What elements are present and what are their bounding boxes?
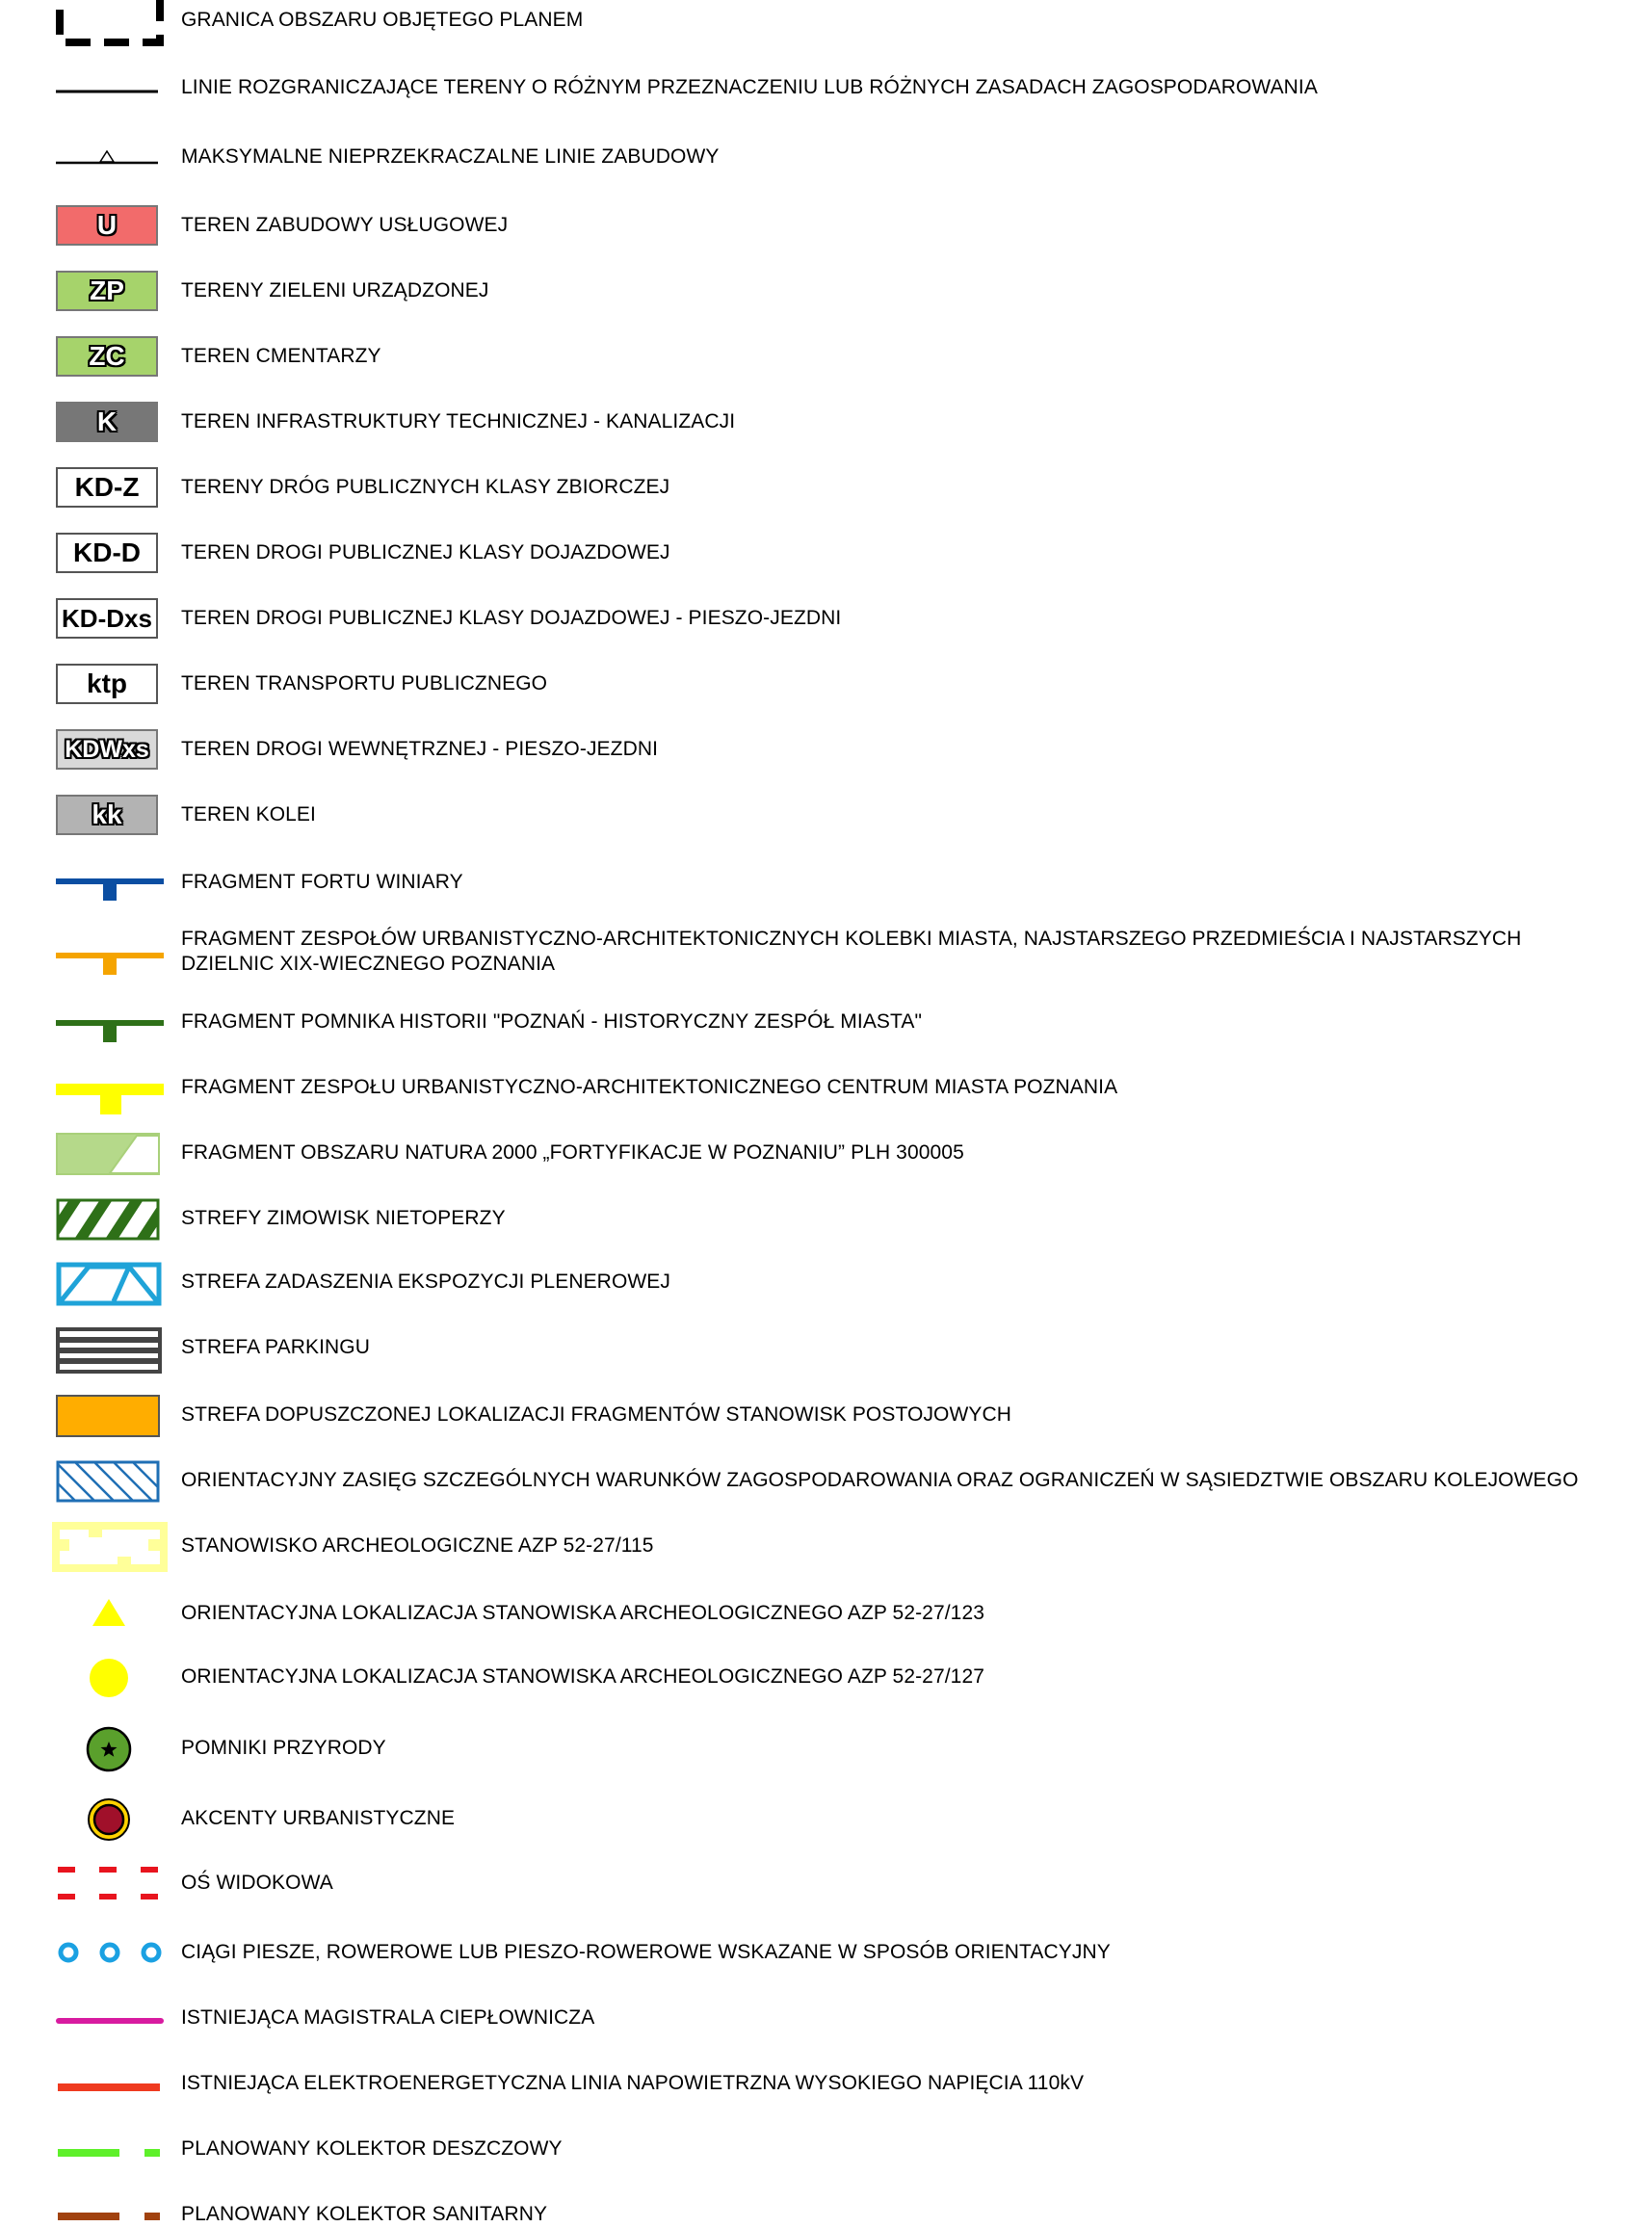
code-text: K xyxy=(96,406,118,436)
triangle-line-icon xyxy=(56,144,162,170)
green-dash-line-icon xyxy=(56,2146,164,2160)
red-line-icon xyxy=(56,2081,164,2094)
legend-label: PLANOWANY KOLEKTOR SANITARNY xyxy=(181,2203,548,2225)
legend-label: FRAGMENT ZESPOŁÓW URBANISTYCZNO-ARCHITEKTONICZNYCH KOLEBKI MIASTA, NAJSTARSZEGO PRZEDMIEŚCIA I NAJSTARSZYCH DZIELNIC XIX-WIECZNEGO POZNANIA xyxy=(181,928,1522,975)
legend-label: ORIENTACYJNY ZASIĘG SZCZEGÓLNYCH WARUNKÓW ZAGOSPODAROWANIA ORAZ OGRANICZEŃ W SĄSIEDZTWIE OBSZARU KOLEJOWEGO xyxy=(181,1469,1579,1491)
solid-line-icon xyxy=(56,87,162,96)
code-text: KDWxs xyxy=(65,735,149,763)
orange-box-icon xyxy=(56,1395,162,1437)
legend-label: TERENY DRÓG PUBLICZNYCH KLASY ZBIORCZEJ xyxy=(181,476,670,498)
legend-label: GRANICA OBSZARU OBJĘTEGO PLANEM xyxy=(181,9,584,31)
red-dashes-icon xyxy=(56,1863,164,1905)
code-text: ktp xyxy=(87,668,127,698)
diagonal-stripes-icon xyxy=(56,1198,162,1243)
legend-label: STREFA DOPUSZCZONEJ LOKALIZACJI FRAGMENTÓW STANOWISK POSTOJOWYCH xyxy=(181,1403,1012,1426)
code-box-k xyxy=(56,402,158,442)
legend-label: PLANOWANY KOLEKTOR DESZCZOWY xyxy=(181,2137,563,2160)
legend-label: OŚ WIDOKOWA xyxy=(181,1872,333,1894)
legend-label: LINIE ROZGRANICZAJĄCE TERENY O RÓŻNYM PRZEZNACZENIU LUB RÓŻNYCH ZASADACH ZAGOSPODAROWANIA xyxy=(181,76,1318,98)
legend-label: TEREN KOLEI xyxy=(181,803,316,825)
legend-label: TEREN DROGI PUBLICZNEJ KLASY DOJAZDOWEJ - PIESZO-JEZDNI xyxy=(181,607,842,629)
legend-label: TERENY ZIELENI URZĄDZONEJ xyxy=(181,279,489,301)
parking-stripes-icon xyxy=(56,1327,164,1374)
magenta-line-icon xyxy=(56,2015,164,2027)
legend-label: STREFA ZADASZENIA EKSPOZYCJI PLENEROWEJ xyxy=(181,1271,671,1293)
legend-label: ISTNIEJĄCA MAGISTRALA CIEPŁOWNICZA xyxy=(181,2006,595,2029)
code-box-zp xyxy=(56,271,158,311)
legend-label: AKCENTY URBANISTYCZNE xyxy=(181,1807,456,1829)
legend-label: TEREN DROGI PUBLICZNEJ KLASY DOJAZDOWEJ xyxy=(181,541,670,563)
legend-label: FRAGMENT ZESPOŁU URBANISTYCZNO-ARCHITEKTONICZNEGO CENTRUM MIASTA POZNANIA xyxy=(181,1076,1118,1098)
code-text: KD-Dxs xyxy=(62,603,152,633)
code-box-ktp xyxy=(56,664,158,704)
code-text: KD-Z xyxy=(74,472,140,502)
natura-half-icon xyxy=(56,1133,162,1177)
t-line-blue-icon xyxy=(56,867,164,905)
legend-label: STREFY ZIMOWISK NIETOPERZY xyxy=(181,1207,506,1229)
legend-label: FRAGMENT FORTU WINIARY xyxy=(181,871,463,893)
t-line-green-icon xyxy=(56,1017,164,1056)
yellow-circle-icon xyxy=(56,1657,162,1699)
code-box-u xyxy=(56,205,158,246)
legend-label: TEREN ZABUDOWY USŁUGOWEJ xyxy=(181,214,509,236)
legend-label: TEREN INFRASTRUKTURY TECHNICZNEJ - KANALIZACJI xyxy=(181,410,736,432)
code-text: U xyxy=(96,210,118,240)
legend-label: TEREN CMENTARZY xyxy=(181,345,381,367)
code-box-kd-dxs xyxy=(56,598,158,639)
hatched-box-icon xyxy=(56,1460,162,1503)
code-box-kk xyxy=(56,795,158,835)
legend-label: STANOWISKO ARCHEOLOGICZNE AZP 52-27/115 xyxy=(181,1534,654,1557)
urban-accent-icon xyxy=(56,1797,162,1844)
legend-label: CIĄGI PIESZE, ROWEROWE LUB PIESZO-ROWEROWE WSKAZANE W SPOSÓB ORIENTACYJNY xyxy=(181,1941,1111,1963)
code-box-kd-z xyxy=(56,467,158,508)
t-line-orange-icon xyxy=(56,950,164,988)
legend-label: ISTNIEJĄCA ELEKTROENERGETYCZNA LINIA NAPOWIETRZNA WYSOKIEGO NAPIĘCIA 110kV xyxy=(181,2072,1085,2094)
code-box-zc xyxy=(56,336,158,377)
code-text: KD-D xyxy=(73,537,141,567)
ring-dots-icon xyxy=(56,1940,164,1969)
code-box-kdwxs xyxy=(56,729,158,770)
boundary-line-symbol xyxy=(56,87,162,96)
legend-label: MAKSYMALNE NIEPRZEKRACZALNE LINIE ZABUDOWY xyxy=(181,145,720,168)
building-line-symbol xyxy=(56,144,162,170)
code-text: kk xyxy=(92,799,122,829)
legend-label: ORIENTACYJNA LOKALIZACJA STANOWISKA ARCHEOLOGICZNEGO AZP 52-27/127 xyxy=(181,1665,985,1688)
legend-label: TEREN DROGI WEWNĘTRZNEJ - PIESZO-JEZDNI xyxy=(181,738,659,760)
legend-label: ORIENTACYJNA LOKALIZACJA STANOWISKA ARCHEOLOGICZNEGO AZP 52-27/123 xyxy=(181,1602,985,1624)
dashed-boundary-icon xyxy=(56,0,164,48)
code-text: ZP xyxy=(90,275,124,305)
code-text: ZC xyxy=(89,341,125,371)
legend-label: POMNIKI PRZYRODY xyxy=(181,1737,386,1759)
legend-label: STREFA PARKINGU xyxy=(181,1336,370,1358)
brown-dash-line-icon xyxy=(56,2210,164,2223)
yellow-triangle-icon xyxy=(56,1597,162,1632)
code-box-kd-d xyxy=(56,533,158,573)
dashed-boundary-symbol xyxy=(56,0,162,48)
yellow-dashed-box-icon xyxy=(52,1522,168,1574)
nature-star-icon xyxy=(56,1726,162,1774)
legend-label: FRAGMENT POMNIKA HISTORII "POZNAŃ - HISTORYCZNY ZESPÓŁ MIASTA" xyxy=(181,1010,923,1033)
legend-label: FRAGMENT OBSZARU NATURA 2000 „FORTYFIKACJE W POZNANIU” PLH 300005 xyxy=(181,1141,964,1164)
cross-box-icon xyxy=(56,1262,164,1308)
legend-label: TEREN TRANSPORTU PUBLICZNEGO xyxy=(181,672,548,694)
t-line-yellow-icon xyxy=(56,1079,164,1121)
